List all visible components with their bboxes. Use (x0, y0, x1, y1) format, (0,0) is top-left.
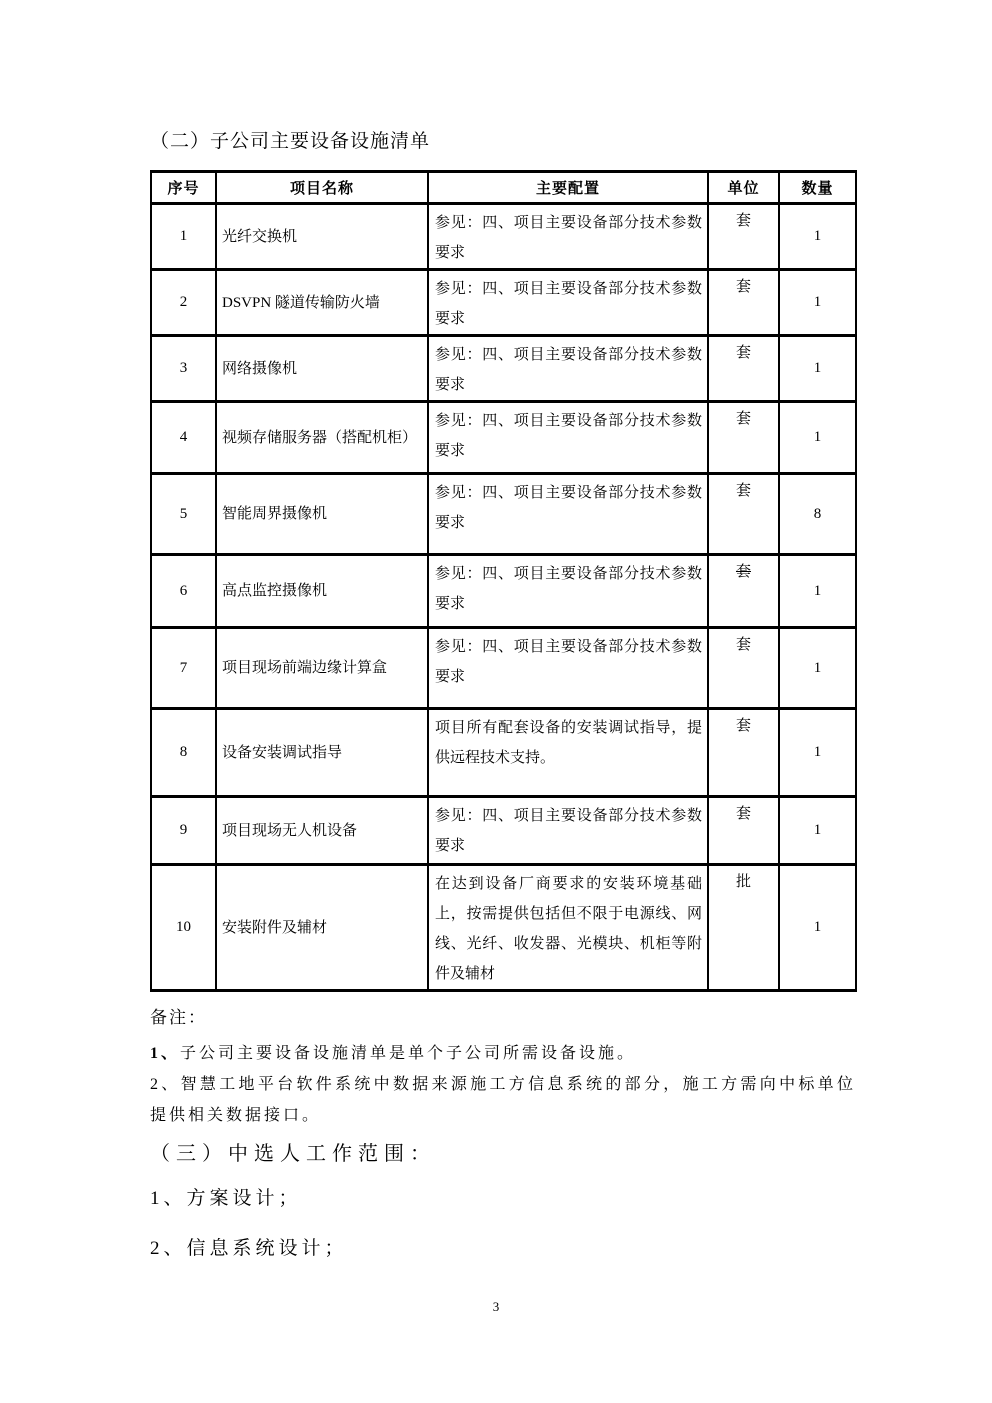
table-header-row (151, 172, 856, 204)
column-header-no: 序号 (151, 172, 216, 204)
cell-no: 10 (151, 865, 216, 991)
cell-qty: 1 (779, 402, 856, 474)
cell-qty: 1 (779, 709, 856, 797)
note-item-2-number: 2、 (150, 1076, 181, 1093)
cell-no: 4 (151, 402, 216, 474)
cell-qty: 1 (779, 204, 856, 270)
cell-no: 9 (151, 797, 216, 865)
equipment-table (150, 170, 857, 992)
cell-unit: 套 (708, 709, 779, 797)
cell-config: 在达到设备厂商要求的安装环境基础上，按需提供包括但不限于电源线、网线、光纤、收发器、光模块、机柜等附件及辅材 (428, 865, 708, 991)
cell-qty: 8 (779, 474, 856, 555)
note-item-1 (150, 1038, 856, 1069)
cell-no: 7 (151, 628, 216, 709)
cell-no: 6 (151, 555, 216, 628)
cell-qty: 1 (779, 797, 856, 865)
scope-item-1: 1、方案设计； (150, 1188, 302, 1209)
note-item-2 (150, 1069, 856, 1131)
cell-unit: 批 (708, 865, 779, 991)
equipment-table-body (151, 204, 856, 991)
note-item-2-text: 智慧工地平台软件系统中数据来源施工方信息系统的部分，施工方需向中标单位提供相关数据接口。 (150, 1076, 856, 1124)
cell-no: 3 (151, 336, 216, 402)
cell-name: 高点监控摄像机 (216, 555, 428, 628)
column-header-unit: 单位 (708, 172, 779, 204)
notes-label: 备注： (150, 1008, 207, 1027)
table-row (151, 797, 856, 865)
cell-name: 项目现场前端边缘计算盒 (216, 628, 428, 709)
table-row (151, 865, 856, 991)
column-header-config: 主要配置 (428, 172, 708, 204)
struck-unit-text: 套 (735, 564, 751, 580)
cell-unit: 套 (708, 336, 779, 402)
cell-config: 参见：四、项目主要设备部分技术参数要求 (428, 204, 708, 270)
scope-item-2: 2、信息系统设计； (150, 1238, 348, 1259)
cell-name: 智能周界摄像机 (216, 474, 428, 555)
column-header-qty: 数量 (779, 172, 856, 204)
cell-config: 参见：四、项目主要设备部分技术参数要求 (428, 555, 708, 628)
table-row (151, 336, 856, 402)
section-3-title: （三）中选人工作范围： (150, 1143, 436, 1165)
cell-unit: 套 (708, 402, 779, 474)
cell-name: 项目现场无人机设备 (216, 797, 428, 865)
table-row (151, 474, 856, 555)
cell-no: 1 (151, 204, 216, 270)
cell-name: 设备安装调试指导 (216, 709, 428, 797)
cell-qty: 1 (779, 555, 856, 628)
cell-config: 参见：四、项目主要设备部分技术参数要求 (428, 270, 708, 336)
column-header-name: 项目名称 (216, 172, 428, 204)
cell-name: 网络摄像机 (216, 336, 428, 402)
cell-name: 视频存储服务器（搭配机柜） (216, 402, 428, 474)
cell-unit (708, 555, 779, 628)
note-item-1-text: 子公司主要设备设施清单是单个子公司所需设备设施。 (180, 1045, 637, 1062)
cell-config: 参见：四、项目主要设备部分技术参数要求 (428, 336, 708, 402)
cell-qty: 1 (779, 270, 856, 336)
cell-unit: 套 (708, 797, 779, 865)
cell-config: 参见：四、项目主要设备部分技术参数要求 (428, 797, 708, 865)
cell-no: 8 (151, 709, 216, 797)
cell-unit: 套 (708, 204, 779, 270)
cell-qty: 1 (779, 865, 856, 991)
cell-name: DSVPN 隧道传输防火墙 (216, 270, 428, 336)
table-row (151, 270, 856, 336)
note-item-1-number: 1、 (150, 1045, 181, 1062)
cell-unit: 套 (708, 628, 779, 709)
cell-qty: 1 (779, 336, 856, 402)
cell-no: 5 (151, 474, 216, 555)
table-row (151, 402, 856, 474)
cell-config: 参见：四、项目主要设备部分技术参数要求 (428, 628, 708, 709)
cell-name: 安装附件及辅材 (216, 865, 428, 991)
cell-config: 参见：四、项目主要设备部分技术参数要求 (428, 402, 708, 474)
table-row (151, 204, 856, 270)
page-number: 3 (492, 1299, 500, 1314)
cell-qty: 1 (779, 628, 856, 709)
cell-unit: 套 (708, 474, 779, 555)
table-row (151, 555, 856, 628)
cell-unit: 套 (708, 270, 779, 336)
section-2-title: （二）子公司主要设备设施清单 (150, 131, 431, 152)
cell-config: 参见：四、项目主要设备部分技术参数要求 (428, 474, 708, 555)
table-row (151, 709, 856, 797)
cell-name: 光纤交换机 (216, 204, 428, 270)
document-content (150, 0, 856, 1263)
cell-no: 2 (151, 270, 216, 336)
table-row (151, 628, 856, 709)
cell-config: 项目所有配套设备的安装调试指导，提供远程技术支持。 (428, 709, 708, 797)
